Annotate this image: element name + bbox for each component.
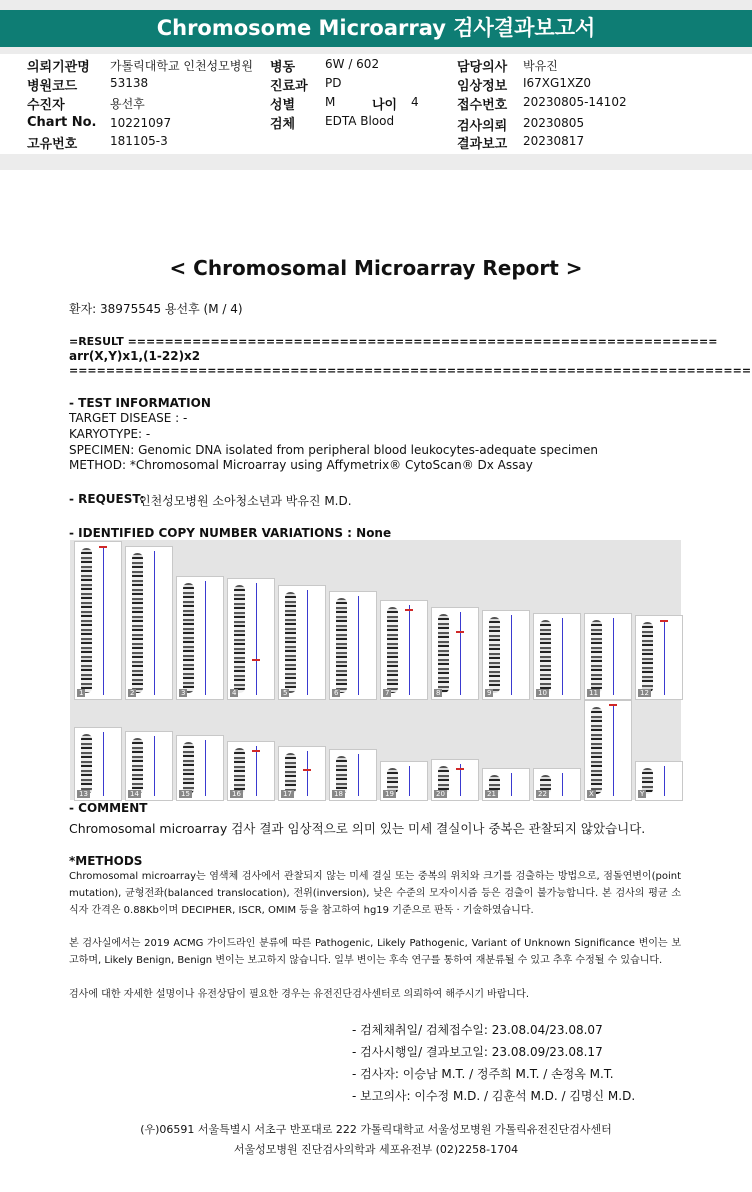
chromosome-ideogram xyxy=(285,592,296,693)
copy-number-baseline xyxy=(562,618,563,695)
chromosome-panel-8 xyxy=(431,607,479,700)
methods-heading: *METHODS xyxy=(69,854,143,868)
cnv-heading: - IDENTIFIED COPY NUMBER VARIATIONS : None xyxy=(69,526,392,540)
info-label-report-date: 결과보고 xyxy=(457,137,508,152)
copy-number-baseline xyxy=(613,618,614,695)
copy-number-baseline xyxy=(154,736,155,796)
result-label: =RESULT ================================================================ xyxy=(69,335,718,348)
chromosome-panel-5 xyxy=(278,585,326,700)
copy-number-baseline xyxy=(256,746,257,796)
chromosome-panel-20 xyxy=(431,759,479,801)
chromosome-label: 12 xyxy=(640,689,649,697)
chromosome-ideogram xyxy=(81,548,92,693)
info-value-specimen: EDTA Blood xyxy=(325,114,395,128)
chromosome-panel-2 xyxy=(125,546,173,700)
specimen-dates: - 검체채취일/ 검체접수일: 23.08.04/23.08.07 xyxy=(352,1023,603,1037)
info-value-patient: 용선후 xyxy=(110,97,145,111)
chromosome-label: 9 xyxy=(487,689,492,697)
chromosome-panel-17 xyxy=(278,746,326,801)
department-contact: 서울성모병원 진단검사의학과 세포유전부 (02)2258-1704 xyxy=(233,1143,519,1156)
chromosome-ideogram xyxy=(642,622,653,693)
chromosome-panel-21 xyxy=(482,768,530,801)
copy-number-baseline xyxy=(562,773,563,796)
test-info-heading: - TEST INFORMATION xyxy=(69,396,211,410)
probe-marker xyxy=(252,750,260,752)
patient-info-panel xyxy=(0,54,752,154)
chromosome-panel-19 xyxy=(380,761,428,801)
comment-text: Chromosomal microarray 검사 결과 임상적으로 의미 있는 미세 결실이나 중복은 관찰되지 않았습니다. xyxy=(69,821,646,836)
chromosome-label: 20 xyxy=(436,790,445,798)
chromosome-label: 22 xyxy=(538,790,547,798)
copy-number-baseline xyxy=(358,754,359,796)
chromosome-label: 7 xyxy=(385,689,390,697)
chromosome-ideogram xyxy=(336,598,347,693)
copy-number-baseline xyxy=(358,596,359,695)
chromosome-panel-13 xyxy=(74,727,122,801)
copy-number-baseline xyxy=(409,766,410,796)
info-label-patient: 수진자 xyxy=(27,98,65,113)
chromosome-panel-16 xyxy=(227,741,275,801)
chromosome-ideogram xyxy=(132,553,143,693)
copy-number-baseline xyxy=(409,605,410,695)
chromosome-label: 10 xyxy=(538,689,547,697)
chromosome-label: 21 xyxy=(487,790,496,798)
chromosome-label: 14 xyxy=(130,790,139,798)
copy-number-baseline xyxy=(103,732,104,796)
chromosome-panel-18 xyxy=(329,749,377,801)
copy-number-baseline xyxy=(511,615,512,695)
chromosome-panel-7 xyxy=(380,600,428,700)
info-value-report-date: 20230817 xyxy=(523,134,585,148)
info-value-request-date: 20230805 xyxy=(523,116,585,130)
info-value-chart-no: 10221097 xyxy=(110,116,172,130)
chromosome-ideogram xyxy=(234,748,245,794)
methods-paragraph-2: 본 검사실에서는 2019 ACMG 가이드라인 분류에 따른 Pathogenic, Likely Pathogenic, Variant of Unknown Significance 변이는 보고하며, Likely Benign, Benign 변이는 보고하지 않습니다. 일부 변이는 후속 연구를 통하여 재분류될 수 있고 추후 수정될 수 있습니다. xyxy=(69,938,681,966)
chromosome-ideogram xyxy=(234,585,245,693)
chromosome-panel-3 xyxy=(176,576,224,700)
info-label-institution: 의뢰기관명 xyxy=(27,60,90,75)
probe-marker xyxy=(252,659,260,661)
chromosome-label: 3 xyxy=(181,689,186,697)
technologists: - 검사자: 이승남 M.T. / 정주희 M.T. / 손정옥 M.T. xyxy=(352,1067,614,1081)
chromosome-ideogram xyxy=(489,617,500,693)
chromosome-label: 4 xyxy=(232,689,237,697)
chromosome-ideogram xyxy=(81,734,92,794)
chromosome-label: 2 xyxy=(130,689,135,697)
center-address: (우)06591 서울특별시 서초구 반포대로 222 가톨릭대학교 서울성모병원 가톨릭유전진단검사센터 xyxy=(140,1123,612,1136)
chromosome-panel-10 xyxy=(533,613,581,700)
target-disease: TARGET DISEASE : - xyxy=(69,411,188,425)
info-value-receipt-no: 20230805-14102 xyxy=(523,95,627,109)
copy-number-baseline xyxy=(511,773,512,796)
copy-number-baseline xyxy=(613,705,614,796)
chromosome-label: 11 xyxy=(589,689,598,697)
info-label-hospital-code: 병원코드 xyxy=(27,79,78,94)
info-value-department: PD xyxy=(325,76,342,90)
karyotype: KARYOTYPE: - xyxy=(69,427,151,441)
patient-line: 환자: 38975545 용선후 (M / 4) xyxy=(69,302,243,316)
chromosome-label: 15 xyxy=(181,790,190,798)
copy-number-baseline xyxy=(205,581,206,695)
result-rule: ========================================================================== xyxy=(69,364,752,377)
copy-number-baseline xyxy=(664,620,665,695)
chromosome-panel-12 xyxy=(635,615,683,700)
comment-heading: - COMMENT xyxy=(69,801,148,815)
chromosome-panel-Y xyxy=(635,761,683,801)
methods-paragraph-3: 검사에 대한 자세한 설명이나 유전상담이 필요한 경우는 유전진단검사센터로 의뢰하여 해주시기 바랍니다. xyxy=(69,989,530,1000)
info-label-age: 나이 xyxy=(372,98,398,113)
info-value-sex: M xyxy=(325,95,336,109)
probe-marker xyxy=(99,546,107,548)
info-label-clinical-info: 임상정보 xyxy=(457,79,508,94)
result-value: arr(X,Y)x1,(1-22)x2 xyxy=(69,349,201,363)
info-value-institution: 가톨릭대학교 인천성모병원 xyxy=(110,59,253,73)
info-label-specimen: 검체 xyxy=(270,117,296,132)
probe-marker xyxy=(456,768,464,770)
copy-number-baseline xyxy=(664,766,665,796)
chromosome-label: 8 xyxy=(436,689,441,697)
chromosome-panel-1 xyxy=(74,541,122,700)
info-label-sex: 성별 xyxy=(270,98,296,113)
info-value-clinical-info: I67XG1XZ0 xyxy=(523,76,592,90)
copy-number-baseline xyxy=(205,740,206,796)
probe-marker xyxy=(456,631,464,633)
report-banner-title: Chromosome Microarray 검사결과보고서 xyxy=(0,10,752,47)
probe-marker xyxy=(609,704,617,706)
info-label-department: 진료과 xyxy=(270,79,308,94)
cnv-genome-view xyxy=(70,540,681,800)
chromosome-panel-4 xyxy=(227,578,275,700)
chromosome-panel-11 xyxy=(584,613,632,700)
method: METHOD: *Chromosomal Microarray using Affymetrix® CytoScan® Dx Assay xyxy=(69,458,533,472)
info-value-age: 4 xyxy=(411,95,419,109)
info-value-ward: 6W / 602 xyxy=(325,57,380,71)
info-label-ward: 병동 xyxy=(270,60,296,75)
info-value-physician: 박유진 xyxy=(523,59,558,73)
probe-marker xyxy=(660,620,668,622)
info-label-physician: 담당의사 xyxy=(457,60,508,75)
chromosome-label: 16 xyxy=(232,790,241,798)
chromosome-ideogram xyxy=(132,738,143,794)
chromosome-panel-15 xyxy=(176,735,224,801)
chromosome-panel-14 xyxy=(125,731,173,801)
request-label: - REQUEST: xyxy=(69,492,145,506)
chromosome-label: 6 xyxy=(334,689,339,697)
report-title: < Chromosomal Microarray Report > xyxy=(169,256,583,280)
copy-number-baseline xyxy=(307,751,308,796)
chromosome-ideogram xyxy=(540,620,551,693)
chromosome-label: 19 xyxy=(385,790,394,798)
info-label-receipt-no: 접수번호 xyxy=(457,98,508,113)
info-label-unique-no: 고유번호 xyxy=(27,137,78,152)
chromosome-ideogram xyxy=(285,753,296,794)
probe-marker xyxy=(303,769,311,771)
chromosome-ideogram xyxy=(438,614,449,693)
copy-number-baseline xyxy=(154,551,155,695)
info-value-unique-no: 181105-3 xyxy=(110,134,168,148)
chromosome-ideogram xyxy=(591,707,602,794)
chromosome-label: 5 xyxy=(283,689,288,697)
chromosome-ideogram xyxy=(387,607,398,693)
chromosome-label: 1 xyxy=(79,689,84,697)
info-label-request-date: 검사의뢰 xyxy=(457,119,508,134)
chromosome-panel-9 xyxy=(482,610,530,700)
chromosome-label: 18 xyxy=(334,790,343,798)
chromosome-ideogram xyxy=(591,620,602,693)
chromosome-panel-22 xyxy=(533,768,581,801)
copy-number-baseline xyxy=(256,583,257,695)
chromosome-ideogram xyxy=(336,756,347,794)
chromosome-panel-6 xyxy=(329,591,377,700)
info-label-chart-no: Chart No. xyxy=(27,115,97,130)
chromosome-ideogram xyxy=(183,742,194,794)
chromosome-panel-X xyxy=(584,700,632,801)
copy-number-baseline xyxy=(307,590,308,695)
chromosome-label: Y xyxy=(640,790,645,798)
copy-number-baseline xyxy=(460,612,461,695)
chromosome-label: 13 xyxy=(79,790,88,798)
chromosome-label: 17 xyxy=(283,790,292,798)
info-value-hospital-code: 53138 xyxy=(110,76,149,90)
specimen: SPECIMEN: Genomic DNA isolated from peripheral blood leukocytes-adequate specimen xyxy=(69,443,598,457)
chromosome-label: X xyxy=(589,790,594,798)
probe-marker xyxy=(405,609,413,611)
request-value: 인천성모병원 소아청소년과 박유진 M.D. xyxy=(139,494,352,508)
chromosome-ideogram xyxy=(183,583,194,693)
copy-number-baseline xyxy=(103,546,104,695)
reporting-physicians: - 보고의사: 이수정 M.D. / 김훈석 M.D. / 김명신 M.D. xyxy=(352,1089,636,1103)
test-dates: - 검사시행일/ 결과보고일: 23.08.09/23.08.17 xyxy=(352,1045,603,1059)
methods-paragraph-1: Chromosomal microarray는 염색체 검사에서 관찰되지 않는 미세 결실 또는 중복의 위치와 크기를 검출하는 방법으로, 점돌연변이(point mutation), 균형전좌(balanced translocation), 전위(inversion), 낮은 수준의 모자이시즘 등은 검출이 불가능합니다. 본 검사의 평균 소식자 간격은 0.88Kb이며 DECIPHER, ISCR, OMIM 등을 참고하여 hg19 기준으로 판독 · 기술하였습니다. xyxy=(69,871,681,916)
